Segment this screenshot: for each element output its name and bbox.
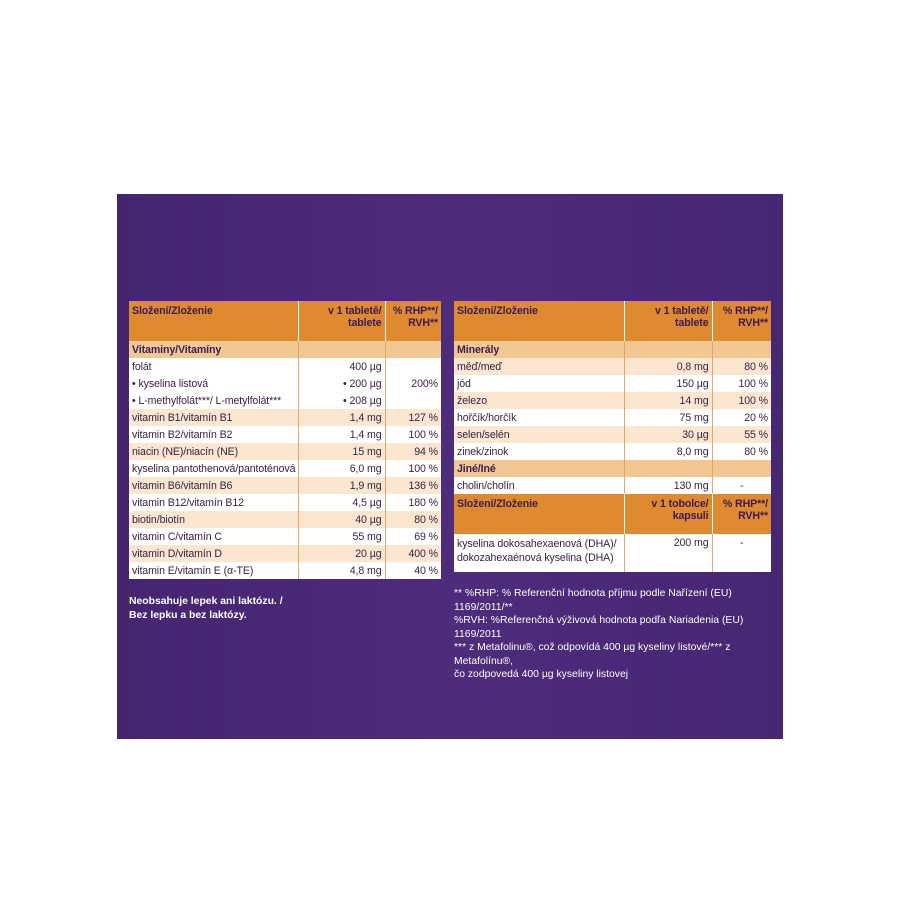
nutrient-amount: 8,0 mg [624,443,712,460]
gluten-lactose-note: Neobsahuje lepek ani laktózu. / Bez lepku a bez laktózy. [129,596,283,621]
nutrient-name: měď/meď [454,358,624,375]
table-row [129,511,441,528]
section-vitamins [129,341,441,358]
nutrient-name: vitamin B12/vitamín B12 [129,494,298,511]
nutrient-amount: 20 µg [298,545,385,562]
nutrient-amount: 130 mg [624,477,712,494]
vitamins-table [129,301,441,579]
footnote-line: čo zodpovedá 400 µg kyseliny listovej [454,669,629,680]
nutrient-name: vitamin B1/vitamín B1 [129,409,298,426]
header-per-capsule: v 1 tobolce/ kapsuli [624,494,712,534]
nutrient-amount: 1,9 mg [298,477,385,494]
nutrient-pct: 200% [411,377,438,390]
header-per-tablet: v 1 tabletě/ tablete [624,301,712,341]
table-header [454,301,771,341]
table-row [129,358,441,375]
nutrient-pct: 180 % [408,496,438,509]
table-row [129,443,441,460]
table-header-capsule [454,494,771,534]
nutrient-name: kyselina dokosahexaenová (DHA)/ dokozahexaénová kyselina (DHA) [454,534,624,572]
table-row [129,409,441,426]
footnote-line: %RVH: %Referenčná výživová hodnota podľa Nariadenia (EU) 1169/2011 [454,615,744,640]
table-row [129,375,441,392]
footnote-line: ** %RHP: % Referenční hodnota příjmu podle Nařízení (EU) 1169/2011/** [454,588,732,613]
header-composition: Složení/Zloženie [129,301,298,341]
nutrient-amount: 1,4 mg [298,426,385,443]
nutrient-amount: 4,8 mg [298,562,385,579]
nutrient-name: zinek/zinok [454,443,624,460]
table-row [129,528,441,545]
nutrient-pct: 100 % [712,392,771,409]
nutrient-pct: 20 % [744,411,768,424]
nutrient-name: kyselina pantothenová/pantoténová [129,460,298,477]
nutrient-amount: 75 mg [624,409,712,426]
table-header [129,301,441,341]
section-title: Minerály [454,341,624,358]
nutrient-amount: • 208 µg [298,392,385,409]
nutrient-pct: 80 % [744,445,768,458]
nutrient-amount: 150 µg [624,375,712,392]
header-rhp: % RHP**/ RVH** [712,301,771,341]
nutrient-name: cholin/cholín [454,477,624,494]
table-row [454,358,771,375]
table-row [129,494,441,511]
nutrient-name: jód [454,375,624,392]
header-composition: Složení/Zloženie [454,301,624,341]
table-row [129,426,441,443]
minerals-table [454,301,771,572]
nutrient-pct: - [740,537,744,549]
nutrient-name: železo [454,392,624,409]
nutrient-name: • kyselina listová [129,375,298,392]
table-row [129,562,441,579]
table-row [454,534,771,572]
footnote-line: *** z Metafolinu®, což odpovídá 400 µg kyseliny listové/*** z Metafolínu®, [454,642,731,667]
nutrient-name: vitamin C/vitamín C [129,528,298,545]
nutrient-pct: 40 % [414,564,438,577]
table-row [454,375,771,392]
section-minerals [454,341,771,358]
nutrient-pct: 69 % [414,530,438,543]
nutrient-pct: 80 % [712,358,771,375]
table-row [129,460,441,477]
table-row [454,409,771,426]
table-row [129,477,441,494]
nutrient-pct: 55 % [712,426,771,443]
nutrient-name: hořčík/horčík [454,409,624,426]
nutrient-amount: 15 mg [298,443,385,460]
nutrient-pct [385,392,441,409]
table-row [454,426,771,443]
header-per-tablet: v 1 tabletě/ tablete [298,301,385,341]
nutrient-name: folát [129,358,298,375]
nutrient-amount: 30 µg [624,426,712,443]
nutrient-name: vitamin E/vitamín E (α-TE) [129,562,298,579]
nutrient-pct [385,358,441,375]
table-row [129,392,441,409]
header-rhp: % RHP**/ RVH** [712,494,771,534]
table-row [454,392,771,409]
nutrient-pct: 80 % [385,511,441,528]
nutrient-pct: 136 % [385,477,441,494]
nutrient-name: vitamin B2/vitamín B2 [129,426,298,443]
nutrient-pct: 94 % [385,443,441,460]
nutrient-name: vitamin B6/vitamín B6 [129,477,298,494]
nutrient-name: niacin (NE)/niacín (NE) [129,443,298,460]
nutrient-name: • L-methylfolát***/ L-metylfolát*** [129,392,298,409]
nutrient-amount: 6,0 mg [298,460,385,477]
nutrient-name: vitamin D/vitamín D [129,545,298,562]
nutrient-amount: • 200 µg [298,375,385,392]
footnotes [454,587,784,682]
nutrient-pct: 100 % [408,428,438,441]
table-row [454,443,771,460]
nutrient-amount: 55 mg [298,528,385,545]
nutrient-amount: 40 µg [298,511,385,528]
nutrient-pct: 127 % [385,409,441,426]
nutrient-amount: 200 mg [624,534,712,572]
section-title: Vitaminy/Vitamíny [129,341,298,358]
nutrient-pct: 100 % [738,377,768,390]
table-row [129,545,441,562]
nutrient-pct: 100 % [408,462,438,475]
nutrient-amount: 0,8 mg [624,358,712,375]
nutrient-pct: - [740,479,744,492]
table-row [454,477,771,494]
header-rhp: % RHP**/ RVH** [385,301,441,341]
nutrient-name: biotin/biotín [129,511,298,528]
header-composition: Složení/Zloženie [454,494,624,534]
section-title: Jiné/Iné [454,460,624,477]
nutrient-amount: 1,4 mg [298,409,385,426]
nutrient-name: selen/selén [454,426,624,443]
nutrient-amount: 400 µg [298,358,385,375]
section-other [454,460,771,477]
nutrient-amount: 14 mg [624,392,712,409]
nutrient-amount: 4,5 µg [298,494,385,511]
nutrient-pct: 400 % [385,545,441,562]
